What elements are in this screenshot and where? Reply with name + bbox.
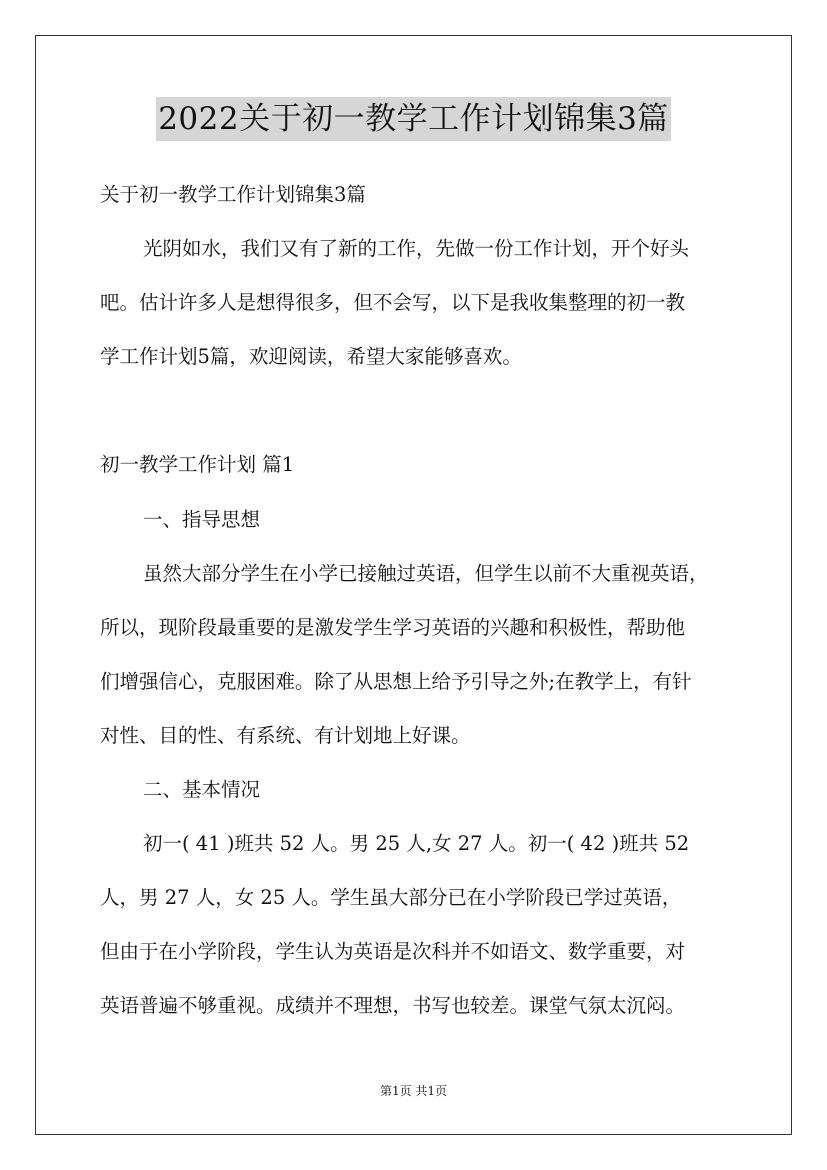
paragraph-line: 所以，现阶段最重要的是激发学生学习英语的兴趣和积极性，帮助他 <box>100 616 686 639</box>
paragraph-line: 对性、目的性、有系统、有计划地上好课。 <box>100 724 471 747</box>
section-heading: 初一教学工作计划 篇1 <box>100 453 295 476</box>
paragraph-line: 初一( 41 )班共 52 人。男 25 人,女 27 人。初一( 42 )班共 52 <box>143 832 690 855</box>
paragraph-line: 英语普遍不够重视。成绩并不理想，书写也较差。课堂气氛太沉闷。 <box>100 994 686 1017</box>
page-footer: 第1页 共1页 <box>379 1084 448 1098</box>
subheading-basic-situation: 二、基本情况 <box>143 778 261 801</box>
paragraph-line: 但由于在小学阶段，学生认为英语是次科并不如语文、数学重要，对 <box>100 940 686 963</box>
paragraph-line: 人，男 27 人，女 25 人。学生虽大部分已在小学阶段已学过英语， <box>100 886 682 909</box>
subheading-guiding-thought: 一、指导思想 <box>143 508 261 531</box>
subtitle-line: 关于初一教学工作计划锦集3篇 <box>100 183 366 206</box>
intro-line-1: 光阴如水，我们又有了新的工作，先做一份工作计划，开个好头 <box>143 237 690 260</box>
title-container <box>0 97 827 141</box>
paragraph-line: 们增强信心，克服困难。除了从思想上给予引导之外;在教学上，有针 <box>100 670 692 693</box>
document-title: 2022关于初一教学工作计划锦集3篇 <box>156 97 671 141</box>
intro-line-3: 学工作计划5篇，欢迎阅读，希望大家能够喜欢。 <box>100 345 522 368</box>
intro-line-2: 吧。估计许多人是想得很多，但不会写，以下是我收集整理的初一教 <box>100 291 686 314</box>
paragraph-line: 虽然大部分学生在小学已接触过英语，但学生以前不大重视英语， <box>143 562 709 585</box>
